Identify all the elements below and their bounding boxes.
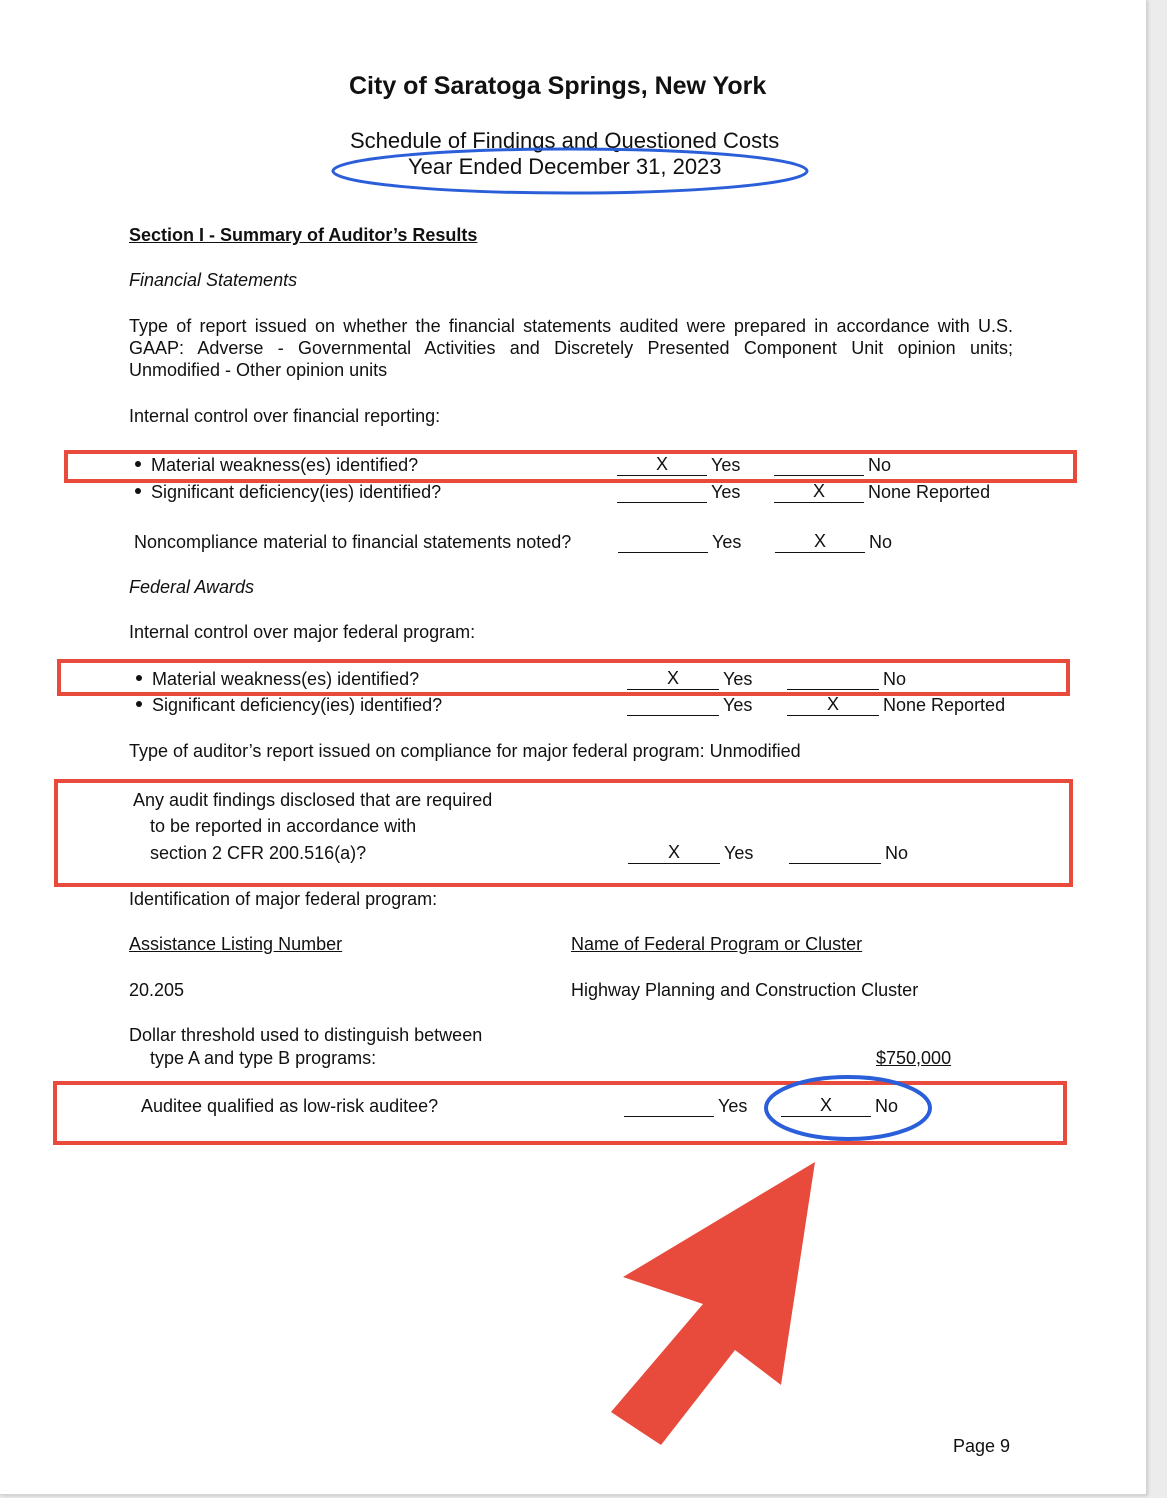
threshold-value: $750,000 (876, 1048, 952, 1068)
audit-findings-line1: Any audit findings disclosed that are required (133, 790, 493, 810)
low-risk-no-blank: X (781, 1094, 871, 1117)
audit-findings-line3: section 2 CFR 200.516(a)? (150, 843, 367, 863)
fs-material-weakness-yes-blank: X (617, 453, 707, 476)
audit-findings-line2: to be reported in accordance with (150, 816, 417, 836)
financial-statements-heading: Financial Statements (129, 270, 298, 290)
fa-significant-deficiency-yes-label: Yes (723, 695, 753, 715)
icfr-label: Internal control over financial reporting: (129, 406, 441, 426)
program-number: 20.205 (129, 980, 185, 1000)
fs-material-weakness-no-label: No (868, 455, 892, 475)
threshold-line2: type A and type B programs: (150, 1048, 377, 1068)
noncompliance-question: Noncompliance material to financial statements noted? (134, 532, 572, 552)
fs-material-weakness-yes-label: Yes (711, 455, 741, 475)
noncompliance-yes-label: Yes (712, 532, 742, 552)
annotation-ellipse-period (333, 149, 807, 193)
low-risk-no-label: No (875, 1096, 899, 1116)
icmfp-label: Internal control over major federal program: (129, 622, 476, 642)
fa-significant-deficiency-question: Significant deficiency(ies) identified? (136, 695, 442, 716)
fa-material-weakness-no-label: No (883, 669, 907, 689)
report-type-paragraph: Type of report issued on whether the financial statements audited were prepared in accordance with U.S. GAAP: Adverse - Governmental Activities and Discretely Presented Component Unit opinion units; Unmodified - Other opinion units (129, 316, 1013, 380)
document-period: Year Ended December 31, 2023 (408, 154, 722, 179)
low-risk-yes-label: Yes (718, 1096, 748, 1116)
annotation-ellipse-low-risk-no (766, 1077, 930, 1139)
fa-material-weakness-yes-label: Yes (723, 669, 753, 689)
page-number: Page 9 (953, 1436, 1011, 1456)
audit-findings-yes-label: Yes (724, 843, 754, 863)
program-name-header: Name of Federal Program or Cluster (571, 934, 863, 954)
fs-significant-deficiency-yes-label: Yes (711, 482, 741, 502)
program-name: Highway Planning and Construction Cluster (571, 980, 919, 1000)
noncompliance-no-label: No (869, 532, 893, 552)
fs-significant-deficiency-question: Significant deficiency(ies) identified? (135, 482, 441, 503)
low-risk-question: Auditee qualified as low-risk auditee? (141, 1096, 439, 1116)
fs-significant-deficiency-no-label: None Reported (868, 482, 991, 502)
audit-findings-yes-blank: X (628, 841, 720, 864)
audit-findings-no-label: No (885, 843, 909, 863)
fs-material-weakness-question: Material weakness(es) identified? (135, 455, 418, 476)
annotation-arrow-icon (611, 1162, 815, 1445)
fa-material-weakness-question: Material weakness(es) identified? (136, 669, 419, 690)
compliance-report-type: Type of auditor’s report issued on compliance for major federal program: Unmodified (129, 741, 801, 761)
listing-number-header: Assistance Listing Number (129, 934, 343, 954)
threshold-line1: Dollar threshold used to distinguish between (129, 1025, 483, 1045)
section-heading: Section I - Summary of Auditor’s Results (129, 225, 478, 245)
fa-material-weakness-yes-blank: X (627, 667, 719, 690)
fa-significant-deficiency-no-blank: X (787, 693, 879, 716)
fa-significant-deficiency-no-label: None Reported (883, 695, 1006, 715)
identification-label: Identification of major federal program: (129, 889, 438, 909)
document-title: City of Saratoga Springs, New York (349, 72, 767, 100)
fs-significant-deficiency-no-blank: X (774, 480, 864, 503)
noncompliance-no-blank: X (775, 530, 865, 553)
document-subtitle: Schedule of Findings and Questioned Costs (350, 128, 780, 153)
federal-awards-heading: Federal Awards (129, 577, 255, 597)
